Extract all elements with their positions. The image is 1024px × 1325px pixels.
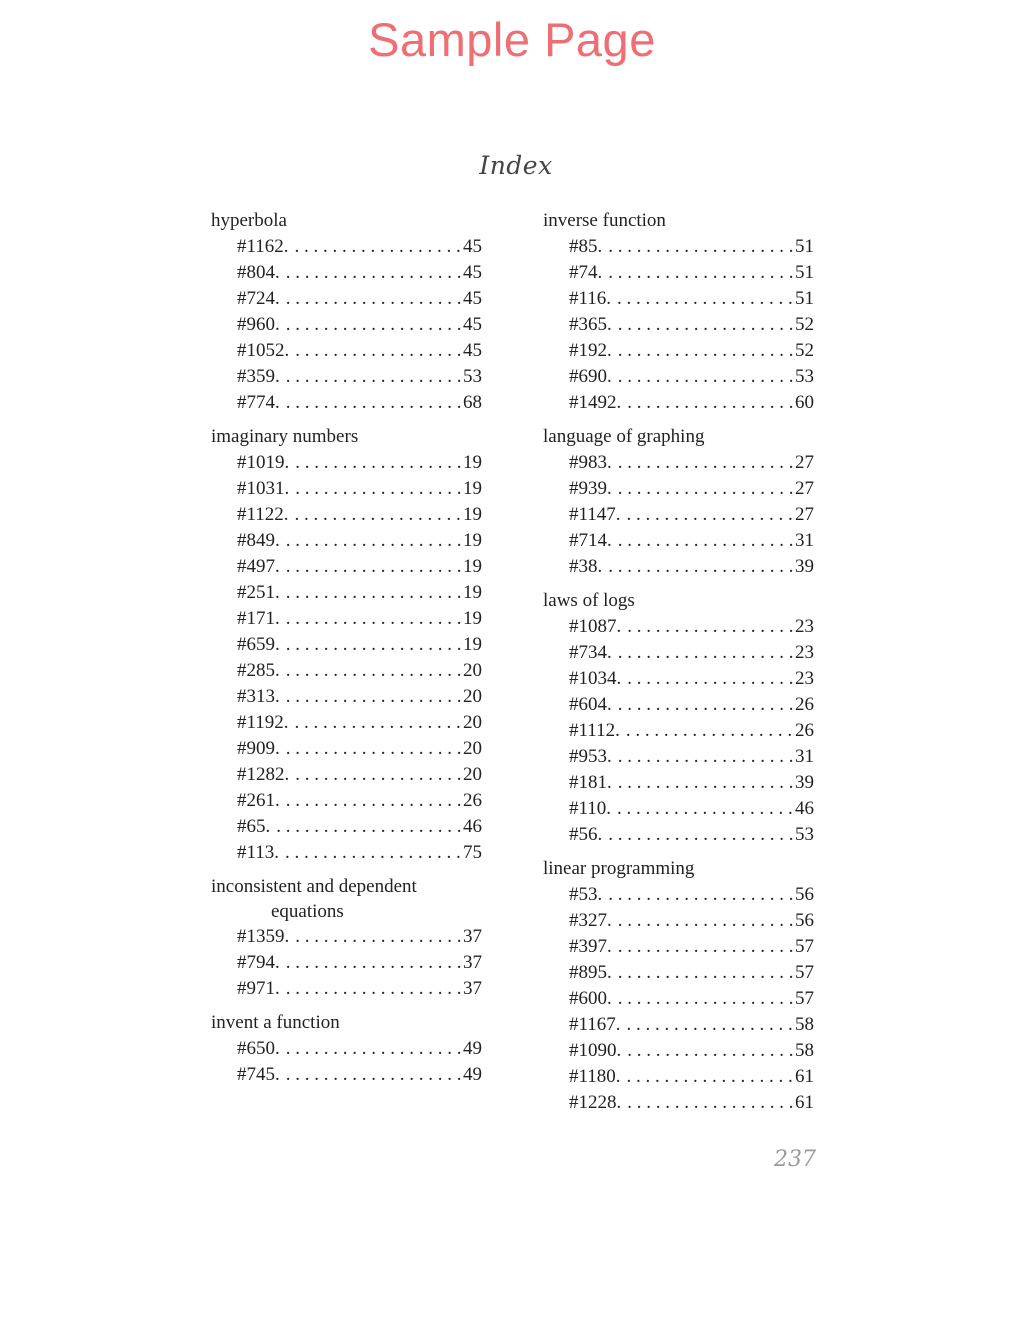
dot-leader bbox=[280, 312, 463, 338]
index-entry bbox=[211, 1062, 482, 1088]
entry-problem-number: #895. bbox=[569, 962, 612, 983]
index-entry bbox=[211, 502, 482, 528]
index-entry bbox=[543, 986, 814, 1012]
index-entry bbox=[543, 502, 814, 528]
index-heading bbox=[543, 856, 814, 882]
index-entry bbox=[543, 666, 814, 692]
dot-leader bbox=[280, 658, 463, 684]
entry-page-number: 57 bbox=[795, 936, 814, 957]
index-entry bbox=[211, 554, 482, 580]
index-entry bbox=[211, 234, 482, 260]
entry-problem-number: #1052. bbox=[237, 340, 290, 361]
entry-problem-number: #192. bbox=[569, 340, 612, 361]
index-entry bbox=[211, 736, 482, 762]
entry-page-number: 20 bbox=[463, 660, 482, 681]
dot-leader bbox=[621, 1090, 795, 1116]
dot-leader bbox=[280, 950, 463, 976]
entry-problem-number: #1180. bbox=[569, 1066, 621, 1087]
entry-problem-number: #261. bbox=[237, 790, 280, 811]
dot-leader bbox=[289, 476, 463, 502]
entry-page-number: 75 bbox=[463, 842, 482, 863]
index-entry bbox=[543, 1064, 814, 1090]
index-entry bbox=[543, 450, 814, 476]
sample-page-watermark: Sample Page bbox=[368, 13, 656, 66]
entry-page-number: 45 bbox=[463, 340, 482, 361]
dot-leader bbox=[280, 580, 463, 606]
dot-leader bbox=[289, 502, 463, 528]
dot-leader bbox=[289, 338, 463, 364]
dot-leader bbox=[280, 632, 463, 658]
index-entry bbox=[543, 364, 814, 390]
dot-leader bbox=[612, 312, 795, 338]
index-entry bbox=[543, 1038, 814, 1064]
dot-leader bbox=[289, 924, 463, 950]
dot-leader bbox=[612, 528, 795, 554]
index-entry bbox=[543, 744, 814, 770]
dot-leader bbox=[289, 762, 463, 788]
entry-page-number: 37 bbox=[463, 952, 482, 973]
entry-problem-number: #251. bbox=[237, 582, 280, 603]
entry-problem-number: #804. bbox=[237, 262, 280, 283]
index-entry bbox=[211, 260, 482, 286]
entry-problem-number: #38. bbox=[569, 556, 603, 577]
entry-problem-number: #171. bbox=[237, 608, 280, 629]
entry-problem-number: #65. bbox=[237, 816, 271, 837]
page-number: 237 bbox=[774, 1147, 816, 1172]
entry-problem-number: #1090. bbox=[569, 1040, 622, 1061]
index-heading bbox=[543, 208, 814, 234]
entry-page-number: 26 bbox=[795, 694, 814, 715]
entry-problem-number: #983. bbox=[569, 452, 612, 473]
entry-problem-number: #1034. bbox=[569, 668, 622, 689]
index-heading bbox=[211, 1010, 482, 1036]
dot-leader bbox=[280, 1036, 463, 1062]
index-entry bbox=[211, 364, 482, 390]
index-heading bbox=[211, 874, 482, 924]
index-entry bbox=[543, 960, 814, 986]
entry-problem-number: #659. bbox=[237, 634, 280, 655]
entry-problem-number: #113. bbox=[237, 842, 280, 863]
entry-page-number: 39 bbox=[795, 772, 814, 793]
index-entry bbox=[543, 554, 814, 580]
entry-page-number: 49 bbox=[463, 1064, 482, 1085]
entry-problem-number: #794. bbox=[237, 952, 280, 973]
entry-page-number: 26 bbox=[795, 720, 814, 741]
index-entry bbox=[543, 796, 814, 822]
entry-page-number: 19 bbox=[463, 608, 482, 629]
index-entry bbox=[211, 658, 482, 684]
entry-page-number: 61 bbox=[795, 1066, 814, 1087]
dot-leader bbox=[612, 744, 795, 770]
index-entry bbox=[211, 950, 482, 976]
entry-page-number: 51 bbox=[795, 288, 814, 309]
entry-problem-number: #745. bbox=[237, 1064, 280, 1085]
index-entry bbox=[543, 770, 814, 796]
dot-leader bbox=[612, 338, 795, 364]
dot-leader bbox=[280, 606, 463, 632]
index-heading-text: inverse function bbox=[543, 210, 666, 231]
entry-page-number: 37 bbox=[463, 926, 482, 947]
entry-page-number: 31 bbox=[795, 746, 814, 767]
dot-leader bbox=[611, 796, 795, 822]
entry-problem-number: #1192. bbox=[237, 712, 289, 733]
entry-problem-number: #359. bbox=[237, 366, 280, 387]
index-heading-text: hyperbola bbox=[211, 210, 287, 231]
entry-problem-number: #1167. bbox=[569, 1014, 621, 1035]
index-group bbox=[543, 856, 814, 1116]
entry-page-number: 57 bbox=[795, 962, 814, 983]
entry-problem-number: #110. bbox=[569, 798, 612, 819]
entry-problem-number: #285. bbox=[237, 660, 280, 681]
entry-problem-number: #497. bbox=[237, 556, 280, 577]
entry-page-number: 53 bbox=[795, 366, 814, 387]
entry-page-number: 56 bbox=[795, 910, 814, 931]
entry-page-number: 27 bbox=[795, 478, 814, 499]
entry-page-number: 23 bbox=[795, 668, 814, 689]
index-entry bbox=[211, 1036, 482, 1062]
dot-leader bbox=[280, 528, 463, 554]
entry-problem-number: #953. bbox=[569, 746, 612, 767]
index-entry bbox=[543, 286, 814, 312]
dot-leader bbox=[621, 502, 795, 528]
entry-page-number: 46 bbox=[463, 816, 482, 837]
entry-page-number: 45 bbox=[463, 236, 482, 257]
index-entry bbox=[211, 450, 482, 476]
entry-problem-number: #1162. bbox=[237, 236, 289, 257]
index-entry bbox=[211, 528, 482, 554]
index-group bbox=[543, 588, 814, 848]
index-heading-text: imaginary numbers bbox=[211, 426, 359, 447]
dot-leader bbox=[612, 450, 795, 476]
entry-page-number: 19 bbox=[463, 504, 482, 525]
entry-page-number: 56 bbox=[795, 884, 814, 905]
index-entry bbox=[211, 580, 482, 606]
index-entry bbox=[211, 476, 482, 502]
index-entry bbox=[211, 632, 482, 658]
entry-page-number: 19 bbox=[463, 556, 482, 577]
dot-leader bbox=[602, 822, 795, 848]
entry-problem-number: #600. bbox=[569, 988, 612, 1009]
dot-leader bbox=[612, 908, 795, 934]
index-heading-text: inconsistent and dependent bbox=[211, 876, 417, 897]
entry-page-number: 20 bbox=[463, 764, 482, 785]
entry-problem-number: #327. bbox=[569, 910, 612, 931]
entry-problem-number: #365. bbox=[569, 314, 612, 335]
dot-leader bbox=[280, 364, 463, 390]
entry-problem-number: #85. bbox=[569, 236, 603, 257]
index-entry bbox=[543, 390, 814, 416]
entry-problem-number: #849. bbox=[237, 530, 280, 551]
entry-page-number: 52 bbox=[795, 340, 814, 361]
index-entry bbox=[543, 882, 814, 908]
index-entry bbox=[211, 684, 482, 710]
entry-problem-number: #909. bbox=[237, 738, 280, 759]
index-group bbox=[211, 874, 482, 1002]
entry-problem-number: #971. bbox=[237, 978, 280, 999]
entry-problem-number: #1031. bbox=[237, 478, 290, 499]
index-group bbox=[211, 1010, 482, 1088]
index-entry bbox=[211, 710, 482, 736]
index-entry bbox=[543, 934, 814, 960]
entry-problem-number: #1019. bbox=[237, 452, 290, 473]
dot-leader bbox=[280, 788, 463, 814]
dot-leader bbox=[612, 934, 795, 960]
index-group bbox=[543, 208, 814, 416]
index-entry bbox=[211, 814, 482, 840]
entry-page-number: 23 bbox=[795, 616, 814, 637]
entry-problem-number: #1112. bbox=[569, 720, 620, 741]
entry-page-number: 68 bbox=[463, 392, 482, 413]
index-entry bbox=[543, 312, 814, 338]
dot-leader bbox=[621, 666, 795, 692]
dot-leader bbox=[602, 554, 795, 580]
entry-page-number: 19 bbox=[463, 634, 482, 655]
dot-leader bbox=[289, 450, 463, 476]
index-entry bbox=[543, 338, 814, 364]
entry-problem-number: #734. bbox=[569, 642, 612, 663]
dot-leader bbox=[289, 710, 463, 736]
dot-leader bbox=[280, 286, 463, 312]
dot-leader bbox=[279, 840, 463, 866]
dot-leader bbox=[621, 1038, 795, 1064]
index-column-left bbox=[211, 208, 482, 1096]
dot-leader bbox=[280, 390, 463, 416]
index-entry bbox=[543, 1012, 814, 1038]
entry-page-number: 58 bbox=[795, 1040, 814, 1061]
entry-problem-number: #690. bbox=[569, 366, 612, 387]
dot-leader bbox=[621, 1012, 795, 1038]
entry-page-number: 58 bbox=[795, 1014, 814, 1035]
index-heading bbox=[211, 208, 482, 234]
dot-leader bbox=[612, 476, 795, 502]
index-group bbox=[211, 208, 482, 416]
entry-problem-number: #1492. bbox=[569, 392, 622, 413]
index-entry bbox=[543, 614, 814, 640]
entry-problem-number: #397. bbox=[569, 936, 612, 957]
entry-page-number: 31 bbox=[795, 530, 814, 551]
entry-problem-number: #53. bbox=[569, 884, 603, 905]
entry-page-number: 51 bbox=[795, 262, 814, 283]
index-heading-text: invent a function bbox=[211, 1012, 340, 1033]
entry-problem-number: #724. bbox=[237, 288, 280, 309]
dot-leader bbox=[280, 976, 463, 1002]
dot-leader bbox=[280, 260, 463, 286]
index-heading bbox=[543, 424, 814, 450]
index-entry bbox=[211, 390, 482, 416]
dot-leader bbox=[280, 736, 463, 762]
entry-problem-number: #960. bbox=[237, 314, 280, 335]
dot-leader bbox=[280, 1062, 463, 1088]
entry-problem-number: #313. bbox=[237, 686, 280, 707]
index-entry bbox=[543, 260, 814, 286]
index-entry bbox=[543, 234, 814, 260]
entry-problem-number: #1087. bbox=[569, 616, 622, 637]
index-heading bbox=[211, 424, 482, 450]
entry-page-number: 19 bbox=[463, 582, 482, 603]
entry-page-number: 20 bbox=[463, 712, 482, 733]
index-entry bbox=[211, 606, 482, 632]
entry-problem-number: #1282. bbox=[237, 764, 290, 785]
dot-leader bbox=[280, 554, 463, 580]
index-entry bbox=[211, 840, 482, 866]
index-heading-text: language of graphing bbox=[543, 426, 705, 447]
dot-leader bbox=[612, 364, 795, 390]
entry-problem-number: #1122. bbox=[237, 504, 289, 525]
entry-page-number: 53 bbox=[463, 366, 482, 387]
index-group bbox=[543, 424, 814, 580]
entry-page-number: 27 bbox=[795, 452, 814, 473]
entry-page-number: 60 bbox=[795, 392, 814, 413]
entry-problem-number: #56. bbox=[569, 824, 603, 845]
entry-page-number: 52 bbox=[795, 314, 814, 335]
index-entry bbox=[211, 338, 482, 364]
dot-leader bbox=[602, 260, 795, 286]
entry-page-number: 26 bbox=[463, 790, 482, 811]
entry-problem-number: #774. bbox=[237, 392, 280, 413]
entry-page-number: 19 bbox=[463, 478, 482, 499]
entry-page-number: 61 bbox=[795, 1092, 814, 1113]
dot-leader bbox=[612, 960, 795, 986]
dot-leader bbox=[621, 1064, 795, 1090]
index-heading-text: laws of logs bbox=[543, 590, 635, 611]
index-group bbox=[211, 424, 482, 866]
entry-page-number: 51 bbox=[795, 236, 814, 257]
dot-leader bbox=[602, 234, 795, 260]
dot-leader bbox=[620, 718, 795, 744]
index-entry bbox=[211, 312, 482, 338]
entry-problem-number: #181. bbox=[569, 772, 612, 793]
entry-problem-number: #116. bbox=[569, 288, 612, 309]
index-entry bbox=[543, 1090, 814, 1116]
dot-leader bbox=[612, 986, 795, 1012]
entry-problem-number: #1228. bbox=[569, 1092, 622, 1113]
index-entry bbox=[211, 286, 482, 312]
index-entry bbox=[211, 788, 482, 814]
entry-problem-number: #74. bbox=[569, 262, 603, 283]
entry-problem-number: #1147. bbox=[569, 504, 621, 525]
dot-leader bbox=[621, 614, 795, 640]
entry-page-number: 19 bbox=[463, 530, 482, 551]
entry-problem-number: #604. bbox=[569, 694, 612, 715]
entry-page-number: 23 bbox=[795, 642, 814, 663]
index-entry bbox=[543, 822, 814, 848]
index-entry bbox=[543, 718, 814, 744]
index-heading-continuation: equations bbox=[271, 901, 344, 922]
entry-page-number: 19 bbox=[463, 452, 482, 473]
entry-page-number: 20 bbox=[463, 738, 482, 759]
index-heading bbox=[543, 588, 814, 614]
index-heading-text: linear programming bbox=[543, 858, 695, 879]
index-entry bbox=[211, 924, 482, 950]
dot-leader bbox=[621, 390, 795, 416]
dot-leader bbox=[289, 234, 463, 260]
entry-page-number: 20 bbox=[463, 686, 482, 707]
dot-leader bbox=[611, 286, 795, 312]
entry-page-number: 45 bbox=[463, 314, 482, 335]
index-entry bbox=[543, 640, 814, 666]
dot-leader bbox=[612, 692, 795, 718]
dot-leader bbox=[612, 640, 795, 666]
entry-page-number: 49 bbox=[463, 1038, 482, 1059]
entry-problem-number: #1359. bbox=[237, 926, 290, 947]
dot-leader bbox=[602, 882, 795, 908]
entry-problem-number: #714. bbox=[569, 530, 612, 551]
index-entry bbox=[543, 908, 814, 934]
entry-problem-number: #650. bbox=[237, 1038, 280, 1059]
entry-page-number: 57 bbox=[795, 988, 814, 1009]
index-column-right bbox=[543, 208, 814, 1124]
page-title: Index bbox=[479, 151, 553, 180]
index-entry bbox=[543, 476, 814, 502]
index-entry bbox=[211, 976, 482, 1002]
dot-leader bbox=[280, 684, 463, 710]
index-entry bbox=[543, 528, 814, 554]
entry-page-number: 37 bbox=[463, 978, 482, 999]
entry-page-number: 45 bbox=[463, 262, 482, 283]
entry-problem-number: #939. bbox=[569, 478, 612, 499]
entry-page-number: 39 bbox=[795, 556, 814, 577]
index-entry bbox=[211, 762, 482, 788]
index-entry bbox=[543, 692, 814, 718]
dot-leader bbox=[612, 770, 795, 796]
entry-page-number: 45 bbox=[463, 288, 482, 309]
entry-page-number: 46 bbox=[795, 798, 814, 819]
entry-page-number: 27 bbox=[795, 504, 814, 525]
dot-leader bbox=[270, 814, 463, 840]
entry-page-number: 53 bbox=[795, 824, 814, 845]
